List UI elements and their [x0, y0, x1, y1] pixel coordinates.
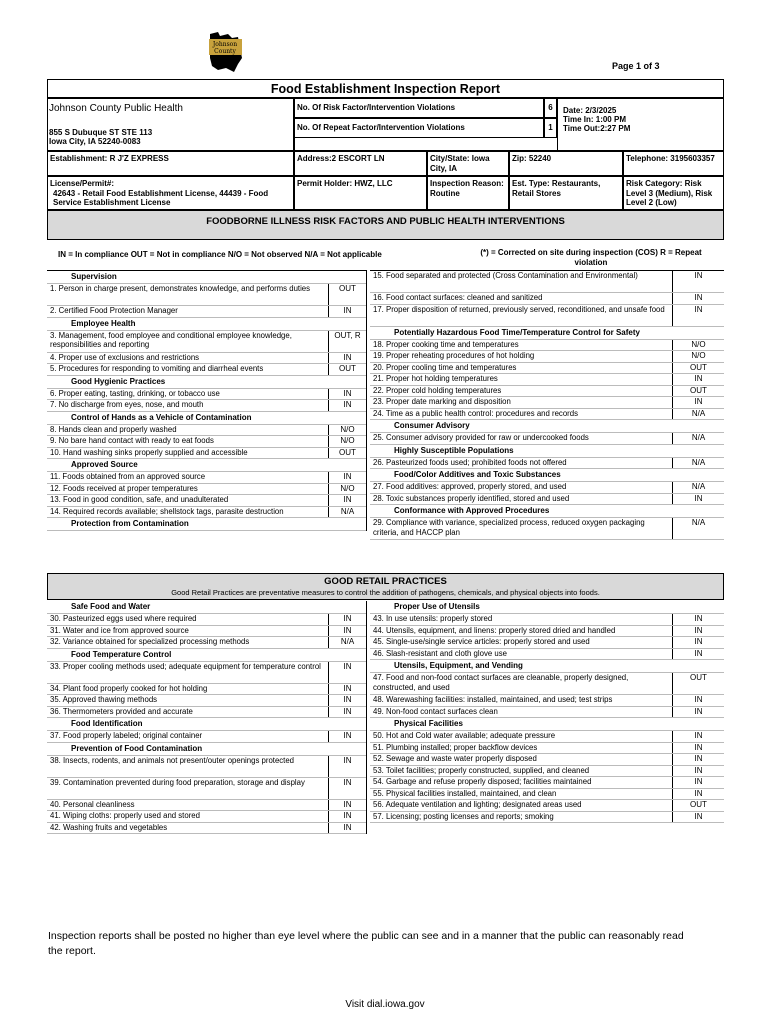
- item-status: IN: [328, 695, 366, 706]
- inspection-item: [47, 823, 366, 835]
- item-description: 47. Food and non-food contact surfaces are cleanable, properly designed, constructed, and used: [373, 673, 629, 692]
- inspection-item: [47, 306, 366, 318]
- retail-practices-right: [370, 601, 724, 823]
- section-heading: Protection from Contamination: [47, 518, 366, 531]
- time-out: Time Out:2:27 PM: [563, 124, 631, 133]
- item-description: 23. Proper date marking and disposition: [373, 397, 511, 406]
- item-status: N/A: [672, 518, 724, 539]
- item-status: OUT, R: [328, 331, 366, 352]
- item-description: 52. Sewage and waste water properly disposed: [373, 754, 537, 763]
- item-description: 53. Toilet facilities; properly constructed, supplied, and cleaned: [373, 765, 590, 775]
- item-status: IN: [328, 306, 366, 317]
- inspection-item: [370, 695, 724, 707]
- item-description: 39. Contamination prevented during food preparation, storage and display: [50, 777, 305, 787]
- item-status: N/O: [672, 340, 724, 351]
- inspection-item: [47, 662, 366, 684]
- item-status: IN: [672, 374, 724, 385]
- item-status: OUT: [328, 284, 366, 305]
- section-heading: Potentially Hazardous Food Time/Temperature Control for Safety: [370, 327, 724, 340]
- item-status: IN: [672, 707, 724, 718]
- report-title: Food Establishment Inspection Report: [47, 79, 724, 98]
- item-description: 38. Insects, rodents, and animals not present/outer openings protected: [50, 755, 295, 765]
- section-heading: Utensils, Equipment, and Vending: [370, 660, 724, 673]
- item-description: 51. Plumbing installed; proper backflow devices: [373, 742, 538, 752]
- section-heading: Food/Color Additives and Toxic Substances: [370, 469, 724, 482]
- item-status: IN: [328, 800, 366, 811]
- section-heading: Safe Food and Water: [47, 601, 366, 614]
- section-heading: Proper Use of Utensils: [370, 601, 724, 614]
- item-description: 25. Consumer advisory provided for raw or undercooked foods: [373, 433, 589, 442]
- inspection-item: [47, 614, 366, 626]
- item-description: 40. Personal cleanliness: [50, 799, 135, 809]
- inspection-item: [370, 777, 724, 789]
- section-heading: Control of Hands as a Vehicle of Contamination: [47, 412, 366, 425]
- item-status: IN: [328, 495, 366, 506]
- item-description: 12. Foods received at proper temperatures: [50, 483, 198, 493]
- item-status: N/O: [328, 484, 366, 495]
- item-description: 55. Physical facilities installed, maintained, and clean: [373, 788, 557, 798]
- item-status: IN: [672, 637, 724, 648]
- inspection-item: [47, 364, 366, 376]
- repeat-violations-label: No. Of Repeat Factor/Intervention Violations: [294, 118, 544, 138]
- item-status: N/A: [328, 637, 366, 648]
- item-description: 31. Water and ice from approved source: [50, 625, 189, 635]
- inspection-item: [370, 649, 724, 661]
- item-description: 4. Proper use of exclusions and restrictions: [50, 352, 200, 362]
- retail-banner: [47, 573, 724, 600]
- item-status: N/A: [672, 409, 724, 420]
- license-label: License/Permit#:: [50, 179, 115, 188]
- item-description: 11. Foods obtained from an approved source: [50, 472, 206, 481]
- agency-address2: Iowa City, IA 52240-0083: [49, 137, 141, 146]
- item-description: 8. Hands clean and properly washed: [50, 424, 177, 434]
- item-description: 5. Procedures for responding to vomiting and diarrheal events: [50, 364, 264, 373]
- item-description: 48. Warewashing facilities: installed, maintained, and used; test strips: [373, 695, 613, 704]
- item-status: IN: [672, 494, 724, 505]
- item-description: 20. Proper cooling time and temperatures: [373, 362, 517, 372]
- item-status: OUT: [672, 800, 724, 811]
- item-description: 35. Approved thawing methods: [50, 695, 158, 704]
- item-status: IN: [328, 756, 366, 777]
- item-status: OUT: [672, 386, 724, 397]
- item-status: OUT: [328, 448, 366, 459]
- item-description: 45. Single-use/single service articles: properly stored and used: [373, 637, 590, 646]
- retail-practices-left: [47, 601, 367, 834]
- inspection-item: [370, 789, 724, 801]
- item-status: IN: [328, 823, 366, 834]
- inspection-item: [370, 340, 724, 352]
- foodborne-banner: FOODBORNE ILLNESS RISK FACTORS AND PUBLIC HEALTH INTERVENTIONS: [47, 210, 724, 240]
- inspection-item: [370, 731, 724, 743]
- inspection-item: [47, 472, 366, 484]
- item-description: 50. Hot and Cold water available; adequate pressure: [373, 731, 556, 740]
- report-header: [47, 98, 724, 210]
- inspection-item: [47, 778, 366, 800]
- item-status: IN: [328, 778, 366, 799]
- item-description: 10. Hand washing sinks properly supplied and accessible: [50, 447, 248, 457]
- item-status: IN: [672, 766, 724, 777]
- inspection-item: [370, 374, 724, 386]
- item-status: IN: [672, 293, 724, 304]
- inspection-item: [47, 507, 366, 519]
- item-description: 49. Non-food contact surfaces clean: [373, 706, 498, 716]
- inspection-item: [47, 684, 366, 696]
- item-description: 14. Required records available; shellstock tags, parasite destruction: [50, 506, 284, 516]
- county-logo: [208, 28, 244, 72]
- inspection-item: [370, 673, 724, 695]
- inspection-item: [370, 637, 724, 649]
- license-value: 42643 - Retail Food Establishment License, 44439 - Food Service Establishment License: [53, 188, 269, 207]
- establishment-telephone: Telephone: 3195603357: [623, 151, 724, 176]
- inspection-item: [47, 707, 366, 719]
- inspection-item: [370, 518, 724, 540]
- item-status: OUT: [328, 364, 366, 375]
- item-status: IN: [672, 743, 724, 754]
- inspection-item: [370, 743, 724, 755]
- posting-notice: Inspection reports shall be posted no higher than eye level where the public can see and in a manner that the public can reasonably read the report.: [48, 930, 684, 957]
- inspection-item: [370, 409, 724, 421]
- section-heading: Approved Source: [47, 459, 366, 472]
- item-description: 30. Pasteurized eggs used where required: [50, 614, 197, 623]
- item-description: 1. Person in charge present, demonstrates knowledge, and performs duties: [50, 284, 311, 293]
- section-heading: Food Temperature Control: [47, 649, 366, 662]
- inspection-item: [47, 436, 366, 448]
- inspection-item: [47, 353, 366, 365]
- inspection-item: [47, 400, 366, 412]
- item-status: IN: [672, 754, 724, 765]
- inspection-item: [370, 433, 724, 445]
- inspection-item: [47, 800, 366, 812]
- item-description: 19. Proper reheating procedures of hot holding: [373, 351, 535, 360]
- inspection-item: [370, 397, 724, 409]
- item-status: IN: [672, 271, 724, 292]
- item-status: IN: [672, 614, 724, 625]
- item-description: 57. Licensing; posting licenses and reports; smoking: [373, 811, 554, 821]
- item-description: 54. Garbage and refuse properly disposed; facilities maintained: [373, 777, 592, 786]
- logo-line2: County: [214, 48, 236, 55]
- section-heading: Consumer Advisory: [370, 420, 724, 433]
- header-spacer: [294, 138, 557, 151]
- section-heading: Highly Susceptible Populations: [370, 445, 724, 458]
- inspection-date: Date: 2/3/2025: [563, 106, 617, 115]
- item-status: N/O: [328, 425, 366, 436]
- time-in: Time In: 1:00 PM: [563, 115, 626, 124]
- item-description: 42. Washing fruits and vegetables: [50, 822, 168, 832]
- inspection-item: [370, 351, 724, 363]
- inspection-reason: Inspection Reason: Routine: [427, 176, 509, 210]
- item-description: 9. No bare hand contact with ready to eat foods: [50, 436, 214, 445]
- item-status: N/A: [672, 433, 724, 444]
- item-status: IN: [672, 789, 724, 800]
- item-description: 36. Thermometers provided and accurate: [50, 706, 193, 716]
- inspection-item: [47, 637, 366, 649]
- inspection-item: [370, 363, 724, 375]
- inspection-item: [47, 626, 366, 638]
- inspection-item: [47, 484, 366, 496]
- item-description: 32. Variance obtained for specialized processing methods: [50, 637, 250, 646]
- inspection-item: [370, 754, 724, 766]
- repeat-violations-value: 1: [544, 118, 557, 138]
- item-status: N/A: [328, 507, 366, 518]
- item-status: IN: [672, 777, 724, 788]
- visit-link[interactable]: Visit dial.iowa.gov: [345, 999, 425, 1010]
- item-status: IN: [328, 662, 366, 683]
- retail-title: GOOD RETAIL PRACTICES: [324, 576, 447, 587]
- item-description: 15. Food separated and protected (Cross Contamination and Environmental): [373, 271, 638, 280]
- item-description: 26. Pasteurized foods used; prohibited foods not offered: [373, 457, 567, 467]
- inspection-item: [47, 284, 366, 306]
- item-status: IN: [328, 731, 366, 742]
- item-description: 17. Proper disposition of returned, previously served, reconditioned, and unsafe food: [373, 304, 665, 314]
- retail-subtitle: Good Retail Practices are preventative measures to control the addition of pathogens, chemicals, and physical objects into foods.: [171, 588, 600, 597]
- item-description: 33. Proper cooling methods used; adequate equipment for temperature control: [50, 661, 321, 671]
- permit-holder: Permit Holder: HWZ, LLC: [294, 176, 427, 210]
- item-description: 18. Proper cooking time and temperatures: [373, 339, 519, 349]
- license-box: [47, 176, 294, 210]
- establishment-name: Establishment: R J'Z EXPRESS: [47, 151, 294, 176]
- item-description: 13. Food in good condition, safe, and unadulterated: [50, 495, 229, 504]
- establishment-city: City/State: Iowa City, IA: [427, 151, 509, 176]
- item-status: OUT: [672, 363, 724, 374]
- item-status: IN: [328, 472, 366, 483]
- item-status: IN: [672, 626, 724, 637]
- inspection-item: [47, 495, 366, 507]
- item-description: 2. Certified Food Protection Manager: [50, 306, 178, 315]
- item-status: IN: [328, 389, 366, 400]
- inspection-item: [47, 331, 366, 353]
- item-status: IN: [672, 695, 724, 706]
- risk-violations-label: No. Of Risk Factor/Intervention Violations: [294, 98, 544, 118]
- item-description: 28. Toxic substances properly identified, stored and used: [373, 493, 570, 503]
- legend-compliance: IN = In compliance OUT = Not in compliance N/O = Not observed N/A = Not applicable: [58, 250, 382, 259]
- agency-name: Johnson County Public Health: [49, 103, 183, 114]
- inspection-item: [370, 707, 724, 719]
- legend-corrected: (*) = Corrected on site during inspection (COS) R = Repeat violation: [480, 248, 702, 267]
- item-description: 16. Food contact surfaces: cleaned and sanitized: [373, 293, 543, 302]
- establishment-zip: Zip: 52240: [509, 151, 623, 176]
- inspection-item: [47, 448, 366, 460]
- item-description: 6. Proper eating, tasting, drinking, or tobacco use: [50, 388, 220, 398]
- item-description: 21. Proper hot holding temperatures: [373, 374, 498, 383]
- item-status: IN: [328, 811, 366, 822]
- inspection-item: [370, 800, 724, 812]
- inspection-item: [370, 386, 724, 398]
- item-status: IN: [672, 305, 724, 326]
- item-description: 27. Food additives: approved, properly stored, and used: [373, 482, 567, 491]
- item-status: N/A: [672, 482, 724, 493]
- item-description: 46. Slash-resistant and cloth glove use: [373, 648, 507, 658]
- section-heading: Physical Facilities: [370, 718, 724, 731]
- section-heading: Food Identification: [47, 718, 366, 731]
- inspection-item: [370, 482, 724, 494]
- item-status: IN: [328, 626, 366, 637]
- inspection-item: [370, 626, 724, 638]
- section-heading: Employee Health: [47, 318, 366, 331]
- inspection-item: [370, 494, 724, 506]
- section-heading: Supervision: [47, 271, 366, 284]
- inspection-item: [47, 756, 366, 778]
- inspection-item: [370, 812, 724, 824]
- item-description: 24. Time as a public health control: procedures and records: [373, 408, 578, 418]
- inspection-item: [370, 614, 724, 626]
- item-description: 56. Adequate ventilation and lighting; designated areas used: [373, 800, 582, 809]
- section-heading: Prevention of Food Contamination: [47, 743, 366, 756]
- inspection-item: [370, 766, 724, 778]
- page-number: Page 1 of 3: [612, 61, 660, 71]
- agency-address1: 855 S Dubuque ST STE 113: [49, 128, 153, 137]
- item-status: IN: [328, 353, 366, 364]
- logo-line1: Johnson: [212, 41, 238, 48]
- item-status: IN: [328, 400, 366, 411]
- risk-category: Risk Category: Risk Level 3 (Medium), Risk Level 2 (Low): [623, 176, 724, 210]
- establishment-address: Address:2 ESCORT LN: [294, 151, 427, 176]
- item-description: 37. Food properly labeled; original container: [50, 731, 203, 740]
- item-status: IN: [672, 812, 724, 823]
- item-description: 41. Wiping cloths: properly used and stored: [50, 811, 200, 820]
- item-description: 34. Plant food properly cooked for hot holding: [50, 683, 208, 693]
- item-description: 29. Compliance with variance, specialized process, reduced oxygen packaging criteria, and HACCP plan: [373, 518, 645, 537]
- risk-factors-left: [47, 270, 367, 531]
- item-status: OUT: [672, 673, 724, 694]
- item-status: IN: [672, 731, 724, 742]
- item-status: N/A: [672, 458, 724, 469]
- inspection-item: [370, 305, 724, 327]
- item-description: 22. Proper cold holding temperatures: [373, 385, 502, 395]
- item-description: 44. Utensils, equipment, and linens: properly stored dried and handled: [373, 625, 616, 635]
- item-description: 3. Management, food employee and conditional employee knowledge, responsibilities and reporting: [50, 330, 292, 349]
- item-status: IN: [328, 707, 366, 718]
- item-description: 7. No discharge from eyes, nose, and mouth: [50, 400, 204, 409]
- section-heading: Conformance with Approved Procedures: [370, 505, 724, 518]
- risk-violations-value: 6: [544, 98, 557, 118]
- item-status: IN: [672, 649, 724, 660]
- inspection-item: [47, 695, 366, 707]
- inspection-item: [47, 731, 366, 743]
- inspection-item: [370, 271, 724, 293]
- inspection-item: [370, 293, 724, 305]
- item-status: N/O: [672, 351, 724, 362]
- inspection-item: [47, 425, 366, 437]
- establishment-type: Est. Type: Restaurants, Retail Stores: [509, 176, 623, 210]
- item-status: N/O: [328, 436, 366, 447]
- inspection-item: [370, 458, 724, 470]
- item-status: IN: [328, 614, 366, 625]
- inspection-item: [47, 389, 366, 401]
- section-heading: Good Hygienic Practices: [47, 376, 366, 389]
- inspection-item: [47, 811, 366, 823]
- risk-factors-right: [370, 270, 724, 540]
- item-description: 43. In use utensils: properly stored: [373, 614, 493, 623]
- item-status: IN: [672, 397, 724, 408]
- item-status: IN: [328, 684, 366, 695]
